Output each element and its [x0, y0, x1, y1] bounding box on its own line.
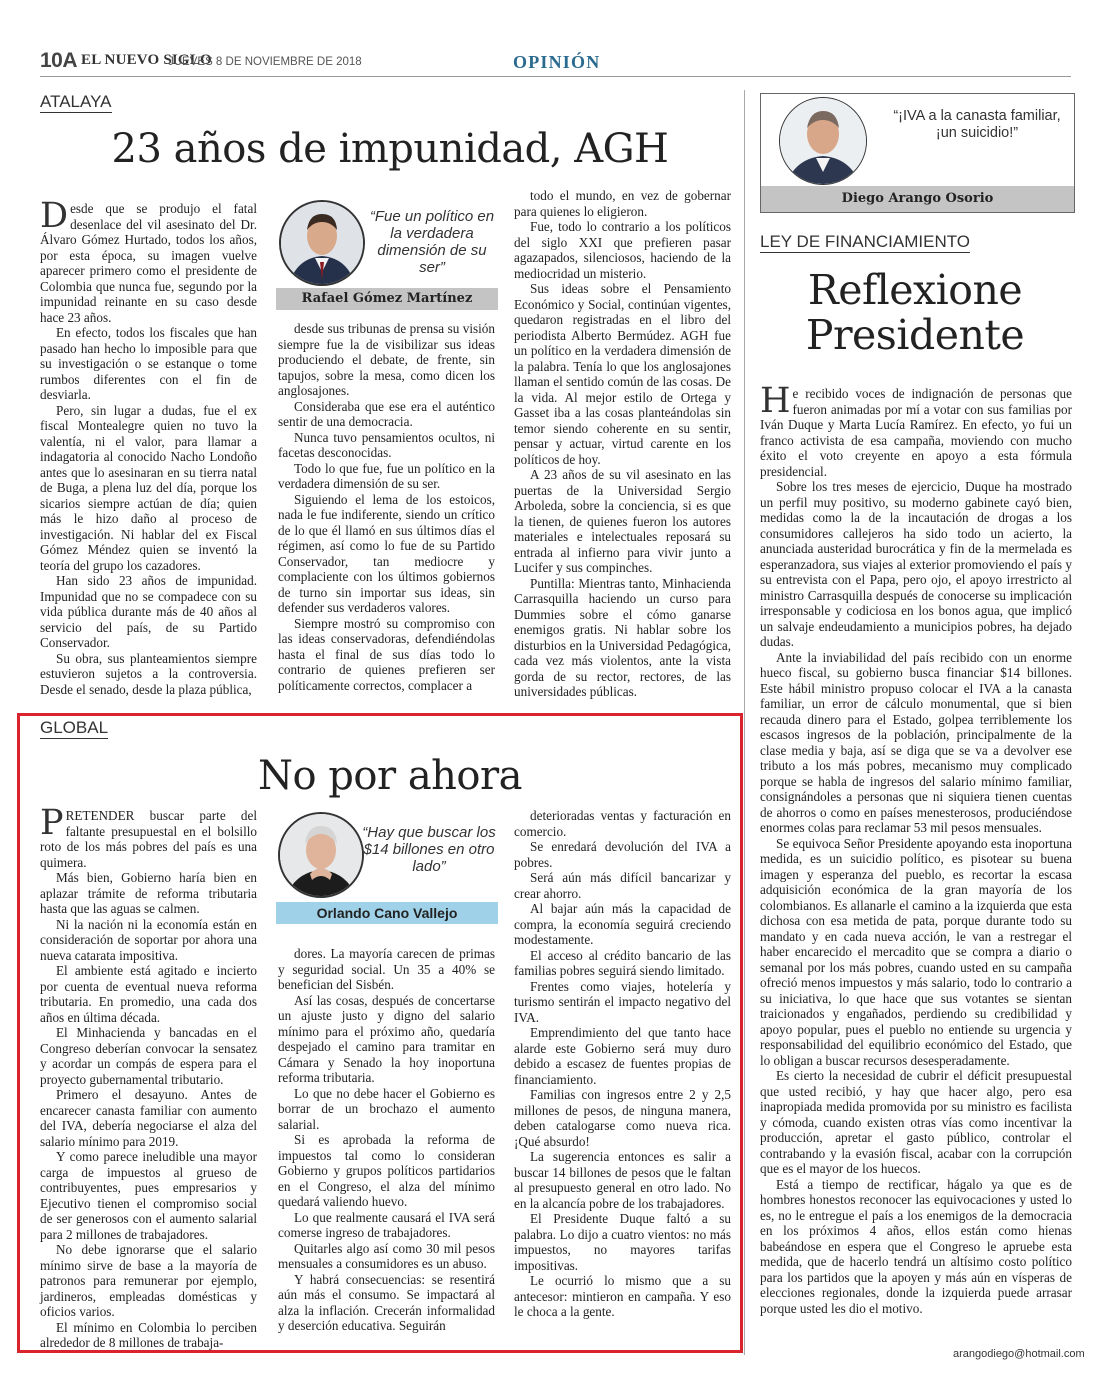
paragraph: Pero, sin lugar a dudas, fue el ex fiscal Montealegre quien no tuvo la valentía, ni el valor, para llamar a indagatoria al conocido Nacho Londoño antes que lo asesinaran en su tierra natal de Buga, a plena luz del día, porque los sicarios siempre actúan de día; quien más le hizo daño al proceso de investigación. Ni hablar del ex Fiscal Gómez Méndez quien se inventó la teoría del grupo los cazadores. [40, 402, 257, 573]
paragraph: Han sido 23 años de impunidad. Impunidad que no se compadece con su vida pública durante más de 40 años al servicio del país, de su Partido Conservador. [40, 573, 257, 650]
paragraph: Ni la nación ni la economía están en consideración de soportar por ahora una nueva catarata impositiva. [40, 916, 257, 963]
paragraph: Lo que realmente causará el IVA será comerse ingreso de trabajadores. [278, 1209, 495, 1240]
paragraph: Siempre mostró su compromiso con las ideas conservadoras, defendiéndolas hasta el final de sus días todo lo contrario de quienes prefieren ser políticamente correctos, complacer a [278, 615, 495, 693]
global-column-3 [514, 808, 731, 1320]
paragraph: Y habrá consecuencias: se resentirá aún más el consumo. Se impactará al alza la inflación. Crecerán informalidad y deserción educativa. Seguirán [278, 1271, 495, 1333]
column-divider [744, 90, 745, 1355]
global-headline: No por ahora [258, 753, 522, 799]
paragraph: El mínimo en Colombia lo perciben alrededor de 8 millones de trabaja- [40, 1319, 257, 1350]
section-title: OPINIÓN [513, 52, 601, 72]
paragraph: Si es aprobada la reforma de impuestos tal como lo consideran Gobierno y grupos políticos partidarios en el Congreso, el alza del mínimo quedará valiendo huevo. [278, 1132, 495, 1209]
ley-kicker: LEY DE FINANCIAMIENTO [760, 232, 971, 251]
atalaya-headline: 23 años de impunidad, AGH [111, 126, 669, 172]
header-rule [40, 76, 1071, 77]
author-email[interactable]: arangodiego@hotmail.com [953, 1348, 1085, 1360]
paragraph: Le ocurrió lo mismo que a su antecesor: mintieron en campaña. Y eso le choca a la gente. [514, 1273, 731, 1319]
paragraph [760, 381, 1072, 479]
ley-quote-box [760, 93, 1075, 213]
paragraph: Consideraba que ese era el auténtico sentir de una democracia. [278, 398, 495, 429]
ley-body [760, 381, 1072, 1316]
paragraph: El Minhacienda y bancadas en el Congreso deberían convocar la sensatez y acordar un compás de espera para el proyecto gubernamental tributario. [40, 1025, 257, 1087]
paragraph: todo el mundo, en vez de gobernar para quienes lo eligieron. [514, 188, 731, 219]
paragraph: Siguiendo el lema de los estoicos, nada le fue indiferente, siendo un crítico de lo que él llamó en sus últimos días el régimen, así como lo fue de su Partido Conservador, tan mediocre y complaciente con los últimos gobiernos de turno sin importar sus ideas, sin defender sus verdaderos valores. [278, 491, 495, 615]
global-kicker: GLOBAL [40, 718, 109, 737]
global-column-1 [40, 803, 258, 1351]
paragraph: El Presidente Duque faltó a su palabra. Lo dijo a cuatro vientos: no más impuestos, no mayores tarifas impositivas. [514, 1211, 731, 1273]
paragraph: Más bien, Gobierno haría bien en aplazar trámite de reforma tributaria hasta que las aguas se calmen. [40, 870, 257, 916]
page-number: 10A [40, 49, 78, 72]
paragraph: El acceso al crédito bancario de las familias pobres seguirá siendo limitado. [514, 947, 731, 978]
atalaya-kicker: ATALAYA [40, 92, 112, 111]
paragraph: Su obra, sus planteamientos siempre estuvieron sujetos a la controversia. Desde el senado, desde la plaza pública, [40, 650, 257, 697]
author-name: Rafael Gómez Martínez [276, 288, 498, 310]
drop-cap: H [760, 381, 791, 421]
paragraph: No debe ignorarse que el salario mínimo sirve de base a la mayoría de patronos para remunerar por ejemplo, jardineros, empleadas domésticas y oficios varios. [40, 1242, 257, 1319]
ley-headline [760, 268, 1070, 358]
paragraph: Sus ideas sobre el Pensamiento Económico y Social, continúan vigentes, quedaron registradas en el libro del periodista Alberto Bermúdez. AGH fue un político en la verdadera dimensión de la palabra. Tenía lo que los anglosajones llaman el sentido común de las cosas. De la vida. Al mejor estilo de Ortega y Gasset iba a las cosas planteándolas sin temor siendo coherente en su sentir, pensar y actuar, virtud carente en los políticos de hoy. [514, 281, 731, 467]
author-photo [779, 97, 867, 185]
paragraph: Puntilla: Mientras tanto, Minhacienda Carrasquilla haciendo un curso para Dummies sobre el cómo ganarse enemigos gratis. Ni hablar sobre los disturbios en la Universidad Pedagógica, cada vez más violentos, ante la vista gorda de su rector, rectores, de las universidades públicas. [514, 575, 731, 699]
paragraph: La sugerencia entonces es salir a buscar 14 billones de pesos que le faltan al presupuesto general en otro lado. No en la alcancía pobre de los trabajadores. [514, 1149, 731, 1211]
pull-quote: “¡IVA a la canasta familiar, ¡un suicidio!” [893, 108, 1061, 141]
portrait-icon [780, 98, 866, 184]
author-photo [279, 200, 365, 286]
atalaya-column-3 [514, 188, 731, 700]
paragraph: El ambiente está agitado e incierto por cuenta de eventual nueva reforma tributaria. En promedio, una cada dos años en última década. [40, 963, 257, 1025]
author-name: Orlando Cano Vallejo [276, 902, 498, 924]
paragraph-text: esde que se produjo el fatal desenlace del vil asesinato del Dr. Álvaro Gómez Hurtado, todos los años, por esta época, su imagen vuelve aparecer primero como el presidente de Colombia que nunca fue, segundo por la impunidad reinante en su caso desde hace 23 años. [40, 201, 257, 325]
paragraph: Quitarles algo así como 30 mil pesos mensuales a consumidores es un abuso. [278, 1240, 495, 1271]
pull-quote: “Fue un político en la verdadera dimensión de su ser” [369, 208, 495, 276]
paragraph: Ante la inviabilidad del país recibido con un enorme hueco fiscal, su gobierno busca financiar $14 billones. Este hábil ministro propuso colocar el IVA a la canasta familiar, un error de cálculo monumental, que si bien recauda dinero para el Estado, golpea terriblemente los escasos ingresos de la población, principalmente de la clase media y baja, así se diga que se va a devolver ese tributo a los más pobres, mecanismo muy complicado porque se habla de ingresos del salario mínimo familiar, consignándoles a personas que ni siquiera tienen cuentas de ahorros o como en países menesterosos, produciéndose enormes colas para reclamar 53 mil pesos mensuales. [760, 649, 1072, 835]
paragraph: Es cierto la necesidad de cubrir el déficit presupuestal que usted recibió, y hay que hacer algo, pero esa inapropiada medida promovida por su ministro es facilista y cómoda, cuando existen otras vías como incentivar la producción, apretar el gasto público, controlar el contrabando y la evasión fiscal, acabar con la corrupción que es el mayor de los huecos. [760, 1068, 1072, 1176]
portrait-icon [281, 202, 363, 284]
paragraph: Nunca tuvo pensamientos ocultos, ni facetas desconocidas. [278, 429, 495, 460]
paragraph: Todo lo que fue, fue un político en la verdadera dimensión de su ser. [278, 460, 495, 491]
atalaya-column-1 [40, 196, 257, 697]
newspaper-name: EL NUEVO SIGLO [81, 52, 212, 68]
paragraph: Frentes como viajes, hotelería y turismo sentirán el impacto negativo del IVA. [514, 978, 731, 1025]
paragraph: A 23 años de su vil asesinato en las puertas de la Universidad Sergio Arboleda, sobre la conciencia, si es que la tienen, de quienes fueron los autores materiales e intelectuales reposará su entrada al infierno para vivir junto a Lucifer y sus compinches. [514, 467, 731, 575]
paragraph: Está a tiempo de rectificar, hágalo ya que es de hombres honestos reconocer las equivocaciones y usted lo es, no le entregue el país a los enemigos de la democracia en los próximos 4 años, ellos están como hienas babeándose en espera que el Congreso le apruebe esta medida, que de hacerlo tendrá un altísimo costo político para los partidos que la apoyen y más aún en vísperas de elecciones regionales, donde la izquierda puede arrasar porque usted les dio el motivo. [760, 1176, 1072, 1316]
paragraph: Y como parece ineludible una mayor carga de impuestos al grueso de contribuyentes, pues empresarios y Ejecutivo tienen el compromiso social de ser generosos con el aumento salarial para 2 millones de trabajadores. [40, 1149, 257, 1242]
paragraph: Lo que no debe hacer el Gobierno es borrar de un brochazo el aumento salarial. [278, 1085, 495, 1132]
ley-headline-line-1: Reflexione [807, 266, 1023, 314]
issue-date: JUEVES 8 DE NOVIEMBRE DE 2018 [168, 56, 362, 68]
paragraph [40, 196, 257, 325]
portrait-icon [280, 814, 362, 896]
atalaya-quote-box [276, 198, 498, 312]
global-column-2 [278, 946, 495, 1334]
lead-word: RETENDER [65, 808, 135, 823]
paragraph: Sobre los tres meses de ejercicio, Duque ha mostrado un perfil muy positivo, su moderno gabinete cayó bien, medidas como la de la incautación de drogas a los consumidores callejeros ha sido todo un acierto, la anunciada austeridad burocrática y fin de la mermelada es esperanzadora, sus viajes al exterior promoviendo el país y su entrevista con el Papa, pero ojo, el apoyo irrestricto al ministro Carrasquilla después de conocerse su implicación irresponsable y codiciosa en los bonos agua, que implicó un salvaje endeudamiento a municipios pobres, ha dejado dudas. [760, 479, 1072, 649]
paragraph: desde sus tribunas de prensa su visión siempre fue la de visibilizar sus ideas produciendo el debate, de frente, sin tapujos, sobre la mesa, como dicen los anglosajones. [278, 321, 495, 398]
paragraph: Emprendimiento del que tanto hace alarde este Gobierno será muy duro debido a escasez de fuentes propias de financiamiento. [514, 1025, 731, 1087]
paragraph: Primero el desayuno. Antes de encarecer canasta familiar con aumento del IVA, debería negociarse el alza del salario mínimo para 2019. [40, 1087, 257, 1149]
paragraph: Así las cosas, después de concertarse un ajuste justo y digno del salario mínimo para el próximo año, quedaría despejado el camino para tramitar en Cámara y Senado la hoy inoportuna reforma tributaria. [278, 992, 495, 1085]
drop-cap: P [40, 803, 64, 843]
author-name: Diego Arango Osorio [761, 186, 1074, 212]
lead-paragraph: buscar parte del faltante presupuestal en el bolsillo roto de los más pobres del país es una quimera. [40, 808, 258, 870]
paragraph: Se enredará devolución del IVA a pobres. [514, 839, 731, 870]
paragraph: En efecto, todos los fiscales que han pasado han hecho lo imposible para que su investigación o se estanque o tome rumbos diferentes con el fin de desviarla. [40, 325, 257, 402]
paragraph: Fue, todo lo contrario a los políticos del siglo XXI que prefieren pasar agazapados, silenciosos, haciendo de la mediocridad un misterio. [514, 219, 731, 281]
paragraph-text: e recibido voces de indignación de personas que fueron animadas por mí a votar con sus familias por Iván Duque y Marta Lucía Ramírez. En efecto, yo fui un franco activista de esa campaña, moviendo con mucho éxito el voto creyente en apoyo a esta fórmula presidencial. [760, 386, 1072, 479]
paragraph: Al bajar aún más la capacidad de compra, la economía seguirá creciendo modestamente. [514, 901, 731, 947]
paragraph: dores. La mayoría carecen de primas y seguridad social. Un 35 a 40% se benefician del Sisbén. [278, 946, 495, 992]
paragraph: Será aún más difícil bancarizar y crear ahorro. [514, 870, 731, 901]
drop-cap: D [40, 196, 69, 236]
author-photo [278, 812, 364, 898]
paragraph: deterioradas ventas y facturación en comercio. [514, 808, 731, 839]
paragraph: Se equivoca Señor Presidente apoyando esta inoportuna medida, es un suicidio político, es pisotear su buena imagen y esperanza del pueblo, es recortar la escasa adquisición económica de la gran mayoría de los colombianos. Es allanarle el camino a la izquierda que esta dichosa con esa metida de pata, porque durante todo su mandato y en cada nueva acción, le van a restregar el haber encarecido el mercadito que se compra a diario o semanal por los más pobres, cuando usted en su campaña ofreció menos impuestos y más salario, todo lo contrario a su iniciativa, lo que hace que sus votantes se sientan traicionados y engañados, perdiendo su credibilidad y apoyo popular, pues el pueblo no entiende su urgencia y responsabilidad del equilibrio económico del Estado, que lo obligan a buscar recursos desesperadamente. [760, 835, 1072, 1068]
ley-headline-line-2: Presidente [805, 311, 1025, 359]
pull-quote: “Hay que buscar los $14 billones en otro lado” [362, 824, 496, 875]
paragraph: Familias con ingresos entre 2 y 2,5 millones de pesos, de ninguna manera, deben catalogarse como nueva rica. ¡Qué absurdo! [514, 1087, 731, 1149]
atalaya-column-2 [278, 321, 495, 693]
global-quote-box [276, 810, 498, 926]
